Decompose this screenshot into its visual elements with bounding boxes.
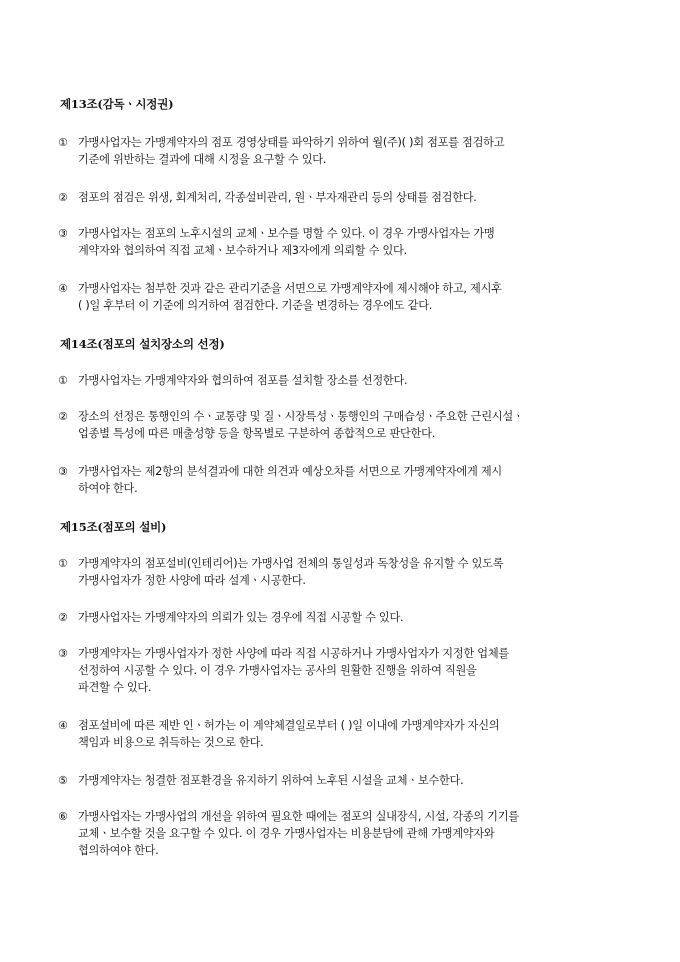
article-title: 제15조(점포의 설비) bbox=[60, 520, 167, 534]
clause-item bbox=[58, 189, 624, 206]
clause-text-line: 교체ㆍ보수할 것을 요구할 수 있다. 이 경우 가맹사업자는 비용분담에 관해 가맹계약자와 bbox=[78, 827, 495, 840]
clause-item bbox=[58, 645, 624, 696]
clause-number: ① bbox=[58, 557, 68, 570]
clause-item bbox=[58, 808, 624, 859]
clause-text-line: 가맹사업자는 가맹계약자와 협의하여 점포를 설치할 장소를 선정한다. bbox=[78, 374, 408, 387]
clause-text-line: 점포설비에 따른 제반 인ㆍ허가는 이 계약체결일로부터 ( )일 이내에 가맹계약자가 자신의 bbox=[78, 719, 500, 732]
clause-item bbox=[58, 408, 624, 442]
clause-text-line: 가맹사업자는 가맹계약자의 점포 경영상태를 파악하기 위하여 월(주)( )회 점포를 점검하고 bbox=[78, 136, 505, 149]
clause-item bbox=[58, 280, 624, 314]
clause-number: ③ bbox=[58, 647, 68, 660]
article-title: 제13조(감독ㆍ시정권) bbox=[60, 97, 174, 111]
clause-number: ⑤ bbox=[58, 774, 68, 787]
article-title: 제14조(점포의 설치장소의 선정) bbox=[60, 337, 225, 351]
clause-text-line: 가맹계약자는 가맹사업자가 정한 사양에 따라 직접 시공하거나 가맹사업자가 지정한 업체를 bbox=[78, 647, 509, 660]
clause-item bbox=[58, 372, 624, 389]
clause-text-line: 가맹사업자는 제2항의 분석결과에 대한 의견과 예상오차를 서면으로 가맹계약자에게 제시 bbox=[78, 465, 502, 478]
clause-text-line: 계약자와 협의하여 직접 교체ㆍ보수하거나 제3자에게 의뢰할 수 있다. bbox=[78, 244, 407, 257]
clause-number: ② bbox=[58, 191, 68, 204]
clause-text-line: 협의하여야 한다. bbox=[78, 844, 159, 857]
clause-number: ② bbox=[58, 611, 68, 624]
clause-number: ③ bbox=[58, 465, 68, 478]
clause-number: ① bbox=[58, 136, 68, 149]
clause-text-line: 가맹사업자는 점포의 노후시설의 교체ㆍ보수를 명할 수 있다. 이 경우 가맹사업자는 가맹 bbox=[78, 227, 495, 240]
clause-item bbox=[58, 225, 624, 259]
clause-text-line: 선정하여 시공할 수 있다. 이 경우 가맹사업자는 공사의 원활한 진행을 위하여 직원을 bbox=[78, 664, 477, 677]
clause-item bbox=[58, 609, 624, 626]
clause-text-line: 기준에 위반하는 결과에 대해 시정을 요구할 수 있다. bbox=[78, 153, 327, 166]
clause-text-line: ( )일 후부터 이 기준에 의거하여 점검한다. 기준을 변경하는 경우에도 같다. bbox=[78, 299, 433, 312]
clause-number: ② bbox=[58, 410, 68, 423]
clause-text-line: 업종별 특성에 따른 매출성향 등을 항목별로 구분하여 종합적으로 판단한다. bbox=[78, 427, 436, 440]
clause-number: ① bbox=[58, 374, 68, 387]
clause-text-line: 장소의 선정은 통행인의 수ㆍ교통량 및 질ㆍ시장특성ㆍ통행인의 구매습성ㆍ주요한 근린시설ㆍ bbox=[78, 410, 524, 423]
clause-number: ③ bbox=[58, 227, 68, 240]
clause-item bbox=[58, 772, 624, 789]
clause-text-line: 책임과 비용으로 취득하는 것으로 한다. bbox=[78, 736, 264, 749]
clause-item bbox=[58, 555, 624, 589]
clause-text-line: 하여야 한다. bbox=[78, 482, 138, 495]
clause-text-line: 가맹사업자는 첨부한 것과 같은 관리기준을 서면으로 가맹계약자에 제시해야 하고, 제시후 bbox=[78, 282, 502, 295]
clause-item bbox=[58, 134, 624, 168]
clause-text-line: 가맹사업자는 가맹계약자의 의뢰가 있는 경우에 직접 시공할 수 있다. bbox=[78, 611, 404, 624]
clause-number: ⑥ bbox=[58, 810, 68, 823]
clause-item bbox=[58, 463, 624, 497]
clause-item bbox=[58, 717, 624, 751]
clause-text-line: 점포의 점검은 위생, 회계처리, 각종설비관리, 원ㆍ부자재관리 등의 상태를 점검한다. bbox=[78, 191, 477, 204]
clause-text-line: 가맹계약자는 청결한 점포환경을 유지하기 위하여 노후된 시설을 교체ㆍ보수한다. bbox=[78, 774, 464, 787]
clause-number: ④ bbox=[58, 719, 68, 732]
clause-text-line: 파견할 수 있다. bbox=[78, 681, 152, 694]
clause-text-line: 가맹사업자는 가맹사업의 개선을 위하여 필요한 때에는 점포의 실내장식, 시설, 각종의 기기를 bbox=[78, 810, 519, 823]
clause-text-line: 가맹사업자가 정한 사양에 따라 설계ㆍ시공한다. bbox=[78, 574, 306, 587]
clause-number: ④ bbox=[58, 282, 68, 295]
clause-text-line: 가맹계약자의 점포설비(인테리어)는 가맹사업 전체의 통일성과 독창성을 유지할 수 있도록 bbox=[78, 557, 504, 570]
